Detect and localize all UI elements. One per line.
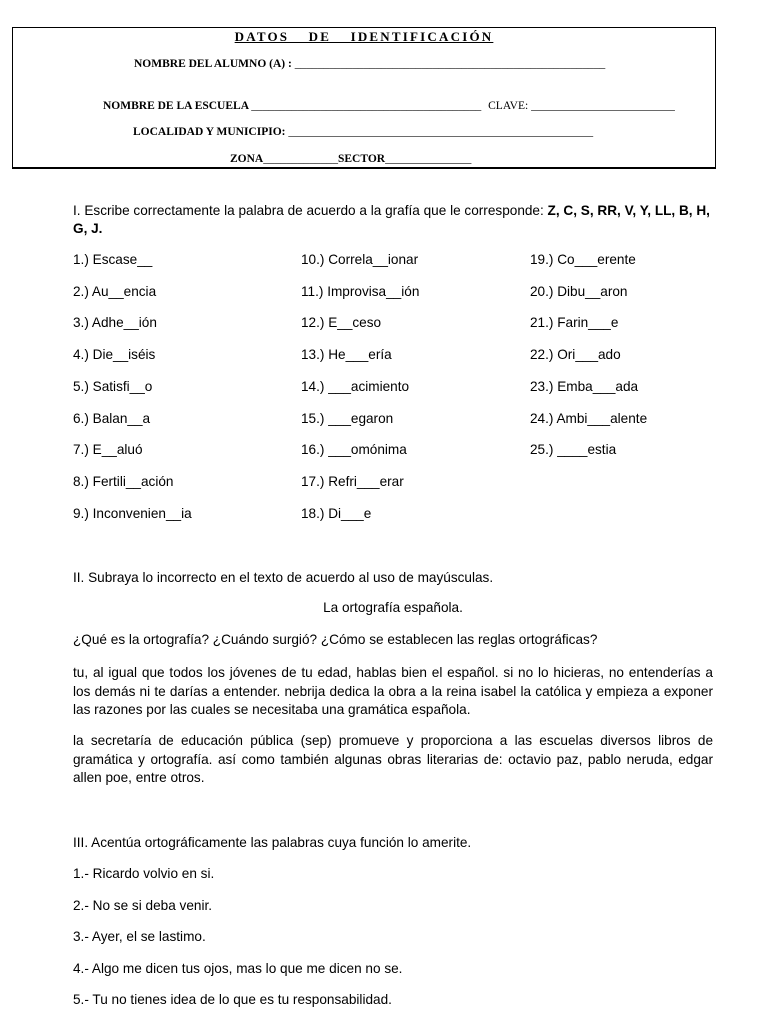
exercise-item[interactable]: 10.) Correla__ionar	[301, 252, 419, 267]
zona-label: ZONA	[230, 153, 264, 165]
student-name-row	[134, 58, 605, 70]
exercise-item[interactable]: 11.) Improvisa__ión	[301, 283, 420, 299]
sector-label: SECTOR	[337, 153, 386, 165]
school-name-field[interactable]: ________________________________________	[251, 100, 482, 112]
identification-title: DATOS DE IDENTIFICACIÓN	[234, 29, 494, 44]
identification-box	[12, 27, 716, 169]
exercise-item[interactable]: 25.) ____estia	[530, 442, 617, 458]
exercise-item[interactable]: 13.) He___ería	[301, 347, 392, 363]
exercise-item[interactable]: 14.) ___acimiento	[301, 378, 410, 394]
exercise-item[interactable]: 4.) Die__iséis	[73, 347, 156, 363]
section2-instruction: II. Subraya lo incorrecto en el texto de acuerdo al uso de mayúsculas.	[73, 570, 494, 585]
section1-instruction-text: I. Escribe correctamente la palabra de acuerdo a la grafía que le corresponde:	[73, 203, 548, 218]
exercise-item[interactable]: 8.) Fertili__ación	[73, 473, 174, 489]
exercise-item[interactable]: 24.) Ambi___alente	[530, 410, 648, 426]
section2-paragraph-1: tu, al igual que todos los jóvenes de tu edad, hablas bien el español. si no lo hicieras, no entenderías a los demás ni te darías a entender. nebrija dedica la obra a la reina isabel la católica y empieza a exponer las razones por las cuales se necesitaba una gramática española.	[73, 665, 713, 717]
exercise-item[interactable]: 2.) Au__encia	[73, 283, 157, 299]
zona-sector-row	[230, 153, 471, 165]
exercise-item[interactable]: 7.) E__aluó	[73, 442, 143, 458]
locality-label: LOCALIDAD Y MUNICIPIO:	[133, 126, 286, 138]
locality-field[interactable]: _____________________________________________________	[288, 126, 594, 138]
exercise-item[interactable]: 22.) Ori___ado	[530, 347, 621, 363]
accent-exercise-item[interactable]: 4.- Algo me dicen tus ojos, mas lo que me dicen no se.	[73, 960, 403, 976]
exercise-item[interactable]: 16.) ___omónima	[301, 442, 407, 458]
exercise-item[interactable]: 18.) Di___e	[301, 505, 372, 521]
accent-exercise-item[interactable]: 1.- Ricardo volvio en si.	[73, 866, 215, 881]
section2-paragraph-2: la secretaría de educación pública (sep) promueve y proporciona a las escuelas diversos libros de gramática y ortografía. así como también algunas obras literarias de: octavio paz, pablo neruda, edgar allen poe, entre otros.	[73, 733, 713, 785]
exercise-item[interactable]: 15.) ___egaron	[301, 410, 394, 426]
exercise-item[interactable]: 5.) Satisfi__o	[73, 378, 153, 394]
section2-question: ¿Qué es la ortografía? ¿Cuándo surgió? ¿Cómo se establecen las reglas ortográficas?	[73, 632, 598, 647]
sector-field[interactable]: _______________	[385, 153, 472, 165]
student-name-field[interactable]: ______________________________________________________	[294, 58, 606, 70]
exercise-item[interactable]: 21.) Farin___e	[530, 315, 619, 331]
exercise-item[interactable]: 19.) Co___erente	[530, 252, 636, 267]
clave-field[interactable]: _________________________	[531, 100, 675, 112]
section2-text-title: La ortografía española.	[323, 600, 463, 615]
exercise-item[interactable]: 1.) Escase__	[73, 252, 153, 267]
accent-exercise-item[interactable]: 2.- No se si deba venir.	[73, 897, 213, 913]
school-name-row	[103, 100, 675, 112]
school-name-label: NOMBRE DE LA ESCUELA	[103, 100, 249, 112]
zona-field[interactable]: _____________	[263, 153, 338, 165]
locality-row	[133, 126, 593, 138]
exercise-item[interactable]: 6.) Balan__a	[73, 410, 151, 426]
section1-instruction	[73, 202, 713, 238]
exercise-item[interactable]: 9.) Inconvenien__ia	[73, 505, 192, 521]
section3-instruction: III. Acentúa ortográficamente las palabras cuya función lo amerite.	[73, 835, 472, 850]
exercise-item[interactable]: 23.) Emba___ada	[530, 378, 639, 394]
exercise-item[interactable]: 3.) Adhe__ión	[73, 315, 157, 331]
clave-label: CLAVE:	[488, 100, 529, 112]
exercise-item[interactable]: 17.) Refri___erar	[301, 473, 404, 489]
student-name-label: NOMBRE DEL ALUMNO (A) :	[134, 58, 292, 70]
accent-exercise-item[interactable]: 3.- Ayer, el se lastimo.	[73, 929, 206, 944]
section1-letters: Z, C, S, RR, V, Y, LL, B, H, G, J.	[73, 203, 710, 236]
exercise-item[interactable]: 20.) Dibu__aron	[530, 283, 628, 299]
exercise-item[interactable]: 12.) E__ceso	[301, 315, 382, 331]
accent-exercise-item[interactable]: 5.- Tu no tienes idea de lo que es tu responsabilidad.	[73, 992, 392, 1007]
